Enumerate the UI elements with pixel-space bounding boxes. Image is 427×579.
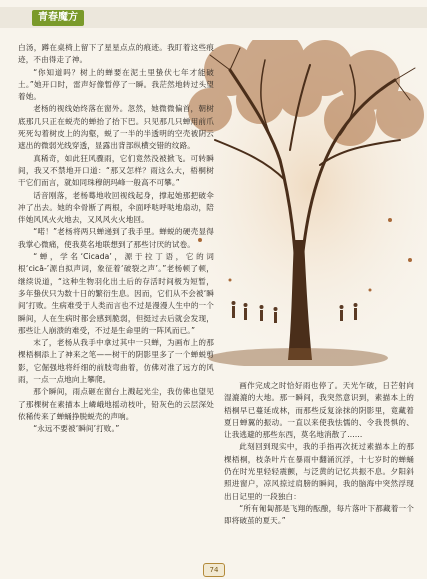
paragraph: “蝉，学名‘Cicada’，源于拉丁语，它的词根‘cicā-’源自拟声词，象征着‘破裂之声’。”老杨顿了顿，继续说道，“这种生物羽化出土后的存活时间极为短暂，多年蛰伏只为数十日的繁衍生息。因而，它们从不会被‘瞬间’打败。生病难受于人类而言也不过是漫漫人生中的一个瞬间，人在生病时都会感到脆弱，但挺过去后就会发现，那些让人崩溃的难受，不过是生命里的一阵风而已。” — [18, 252, 214, 335]
left-column — [18, 42, 214, 436]
paragraph: “你知道吗？树上的蝉要在泥土里蛰伏七年才能破土。”她开口时，雷声好像暂停了一瞬。我茫然地转过头望着她。 — [18, 67, 214, 102]
paragraph: 此刻回到现实中，我的手指再次抚过素描本上的那棵梧桐，枝条叶片在暴雨中翻涌沉浮，十七岁时的蝉蛹仍在时光里轻轻震颤，与泛黄的记忆共振不息。夕阳斜照进窗户，凉风掠过肩膀的瞬间，我的脑海中突然浮现出日记里的一段独白： — [224, 442, 414, 501]
section-tag: 青春魔方 — [32, 10, 84, 26]
paragraph: “所有匍匐都是飞翔的酝酿，每片落叶下都藏着一个即将破茧的夏天。” — [224, 503, 414, 526]
paragraph: “永远不要被‘瞬间’打败。” — [33, 424, 120, 434]
page-number: 74 — [203, 563, 225, 577]
paragraph: 白汤，蹲在桌椅上留下了星星点点的痕迹。我盯着这些痕迹，不由得走了神。 — [18, 43, 214, 65]
right-column — [224, 380, 414, 528]
paragraph: 那个瞬间，雨点砸在窗台上溅起光尘，我仿佛也望见了那棵树在素描本上嶙峨地摇动枝叶，铅灰色的云层深处依稀传来了蝉蛹挣脱蜕壳的声响。 — [18, 387, 214, 421]
paragraph: 真稀奇，如此狂风骤雨，它们竟然没被掀飞。可转瞬间，我又不禁地开口道：“那又怎样？雨这么大，梧桐树干它们而言，就如同珠穆朗玛峰一般高不可攀。” — [18, 153, 214, 188]
paragraph: “喏！”老杨将两只蝉递到了我手里。蝉蜕的硬壳显得我掌心微痛，使我莫名地联想到了那些讨厌的试卷。 — [18, 227, 214, 249]
paragraph: 话音刚落，老杨蓦地收回视线起身，撑起她那把破伞冲了出去。她的伞骨断了两根，伞面呼哒呼哒地扇动，陪伴她风风火火地去，又风风火火地回。 — [18, 190, 214, 225]
paragraph: 画作完成之时恰好雨也停了。天光乍破，日芒射向湿漉漉的大地。那一瞬间，我突然意识到，素描本上的梧桐早已蔓延成林，而那些反复涂抹的阴影里，竟藏着夏日蝉翼的振动。一直以来使我怯懦的、令我畏惧的、让我逃避的那些东西，莫名地消散了…… — [224, 381, 414, 440]
paragraph: 末了，老杨从我手中拿过其中一只蝉，为画布上的那棵梧桐添上了神来之笔——树干的阴影里多了一个蝉蜕剪影，它倔强地将纤细的前肢弯曲着，仿佛对准了远方的风雨，一点一点地向上攀爬。 — [18, 338, 214, 385]
paragraph: 老杨的视线始终落在窗外。忽然，她微微偏首，朝树底那几只正在蜕壳的蝉抬了抬下巴。只见那几只蝉用前爪死死勾着树皮上的沟壑，蜕了一半的半透明的空壳被阴云遮出的微弱光线穿透，显露出背部纵横交错的纹路。 — [18, 104, 214, 151]
